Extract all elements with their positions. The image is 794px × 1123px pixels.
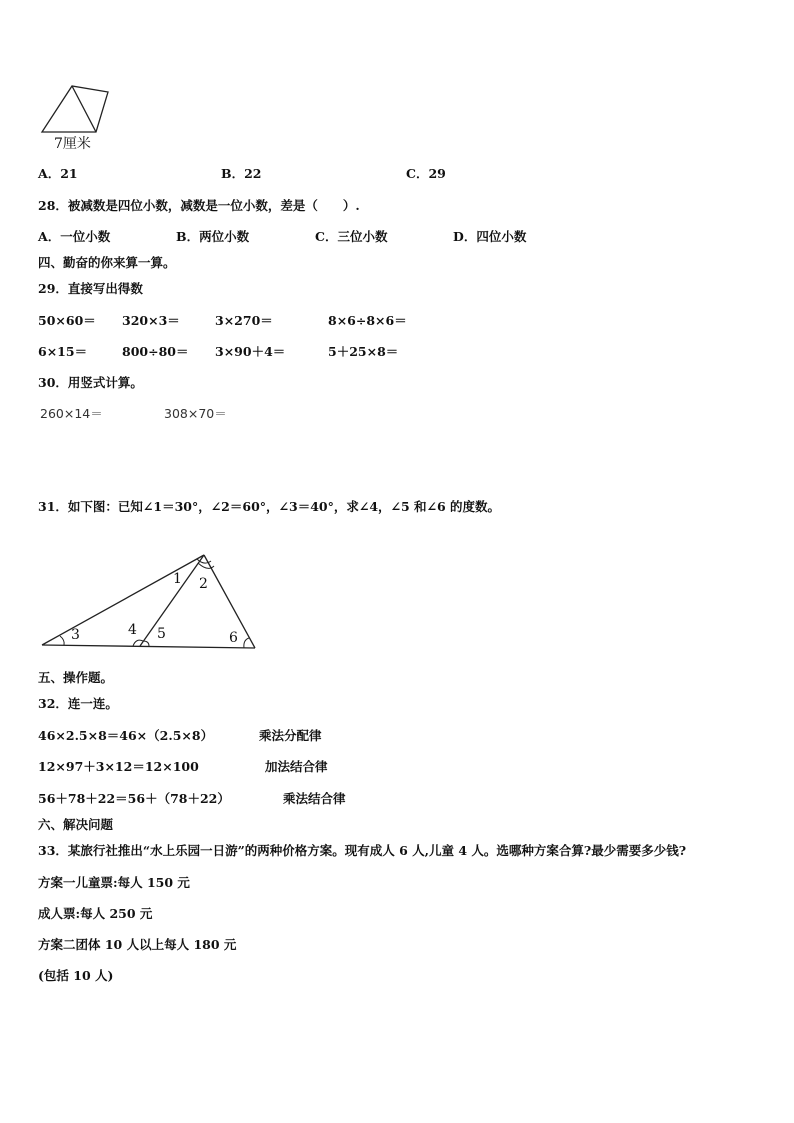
q33-line-3: 方案二团体 10 人以上每人 180 元 [38, 937, 237, 952]
q32-stem: 32．连一连。 [38, 696, 118, 711]
q30-stem: 30．用竖式计算。 [38, 375, 143, 390]
q29-r1-c3: 3×270＝ [215, 313, 273, 328]
q27-option-a: A．21 [38, 166, 78, 181]
q29-r2-c3: 3×90＋4＝ [215, 344, 286, 359]
q27-option-b: B．22 [221, 166, 262, 181]
q32-right-1: 乘法分配律 [259, 728, 322, 743]
angle-label-3: 3 [71, 627, 80, 643]
q27-option-c: C．29 [406, 166, 446, 181]
q29-r1-c1: 50×60＝ [38, 313, 96, 328]
q30-item-1: 260×14＝ [40, 406, 103, 421]
parallelogram-figure [38, 82, 118, 137]
q29-r2-c1: 6×15＝ [38, 344, 88, 359]
q28-stem: 28．被减数是四位小数，减数是一位小数，差是（ ）. [38, 198, 360, 213]
q28-option-a: A．一位小数 [38, 229, 111, 244]
q32-right-2: 加法结合律 [265, 759, 328, 774]
angle-label-2: 2 [199, 576, 208, 592]
q32-left-3: 56＋78＋22＝56＋（78＋22） [38, 791, 230, 806]
q32-right-3: 乘法结合律 [283, 791, 346, 806]
section-6-title: 六、解决问题 [38, 817, 114, 832]
q33-line-2: 成人票:每人 250 元 [38, 906, 153, 921]
section-5-title: 五、操作题。 [38, 670, 114, 685]
q29-r2-c4: 5＋25×8＝ [328, 344, 399, 359]
q28-option-b: B．两位小数 [176, 229, 250, 244]
q33-line-4: (包括 10 人) [38, 968, 114, 983]
q33-line-1: 方案一儿童票:每人 150 元 [38, 875, 190, 890]
q32-left-2: 12×97＋3×12＝12×100 [38, 759, 199, 774]
q28-option-d: D．四位小数 [453, 229, 527, 244]
parallelogram-base-label: 7厘米 [54, 136, 91, 152]
q29-r1-c4: 8×6÷8×6＝ [328, 313, 407, 328]
q31-stem: 31．如下图：已知∠1＝30°，∠2＝60°，∠3＝40°，求∠4，∠5 和∠6 的度数。 [38, 499, 501, 514]
q28-option-c: C．三位小数 [315, 229, 388, 244]
angle-label-6: 6 [229, 630, 238, 646]
angle-label-1: 1 [173, 571, 182, 587]
q33-stem: 33．某旅行社推出“水上乐园一日游”的两种价格方案。现有成人 6 人,儿童 4 人。选哪种方案合算?最少需要多少钱? [38, 843, 687, 858]
angle-label-5: 5 [157, 626, 166, 642]
q30-item-2: 308×70＝ [164, 406, 227, 421]
angle-label-4: 4 [128, 622, 137, 638]
q29-r1-c2: 320×3＝ [122, 313, 180, 328]
section-4-title: 四、勤奋的你来算一算。 [38, 255, 176, 270]
q32-left-1: 46×2.5×8＝46×（2.5×8） [38, 728, 214, 743]
q29-stem: 29．直接写出得数 [38, 281, 143, 296]
q29-r2-c2: 800÷80＝ [122, 344, 189, 359]
